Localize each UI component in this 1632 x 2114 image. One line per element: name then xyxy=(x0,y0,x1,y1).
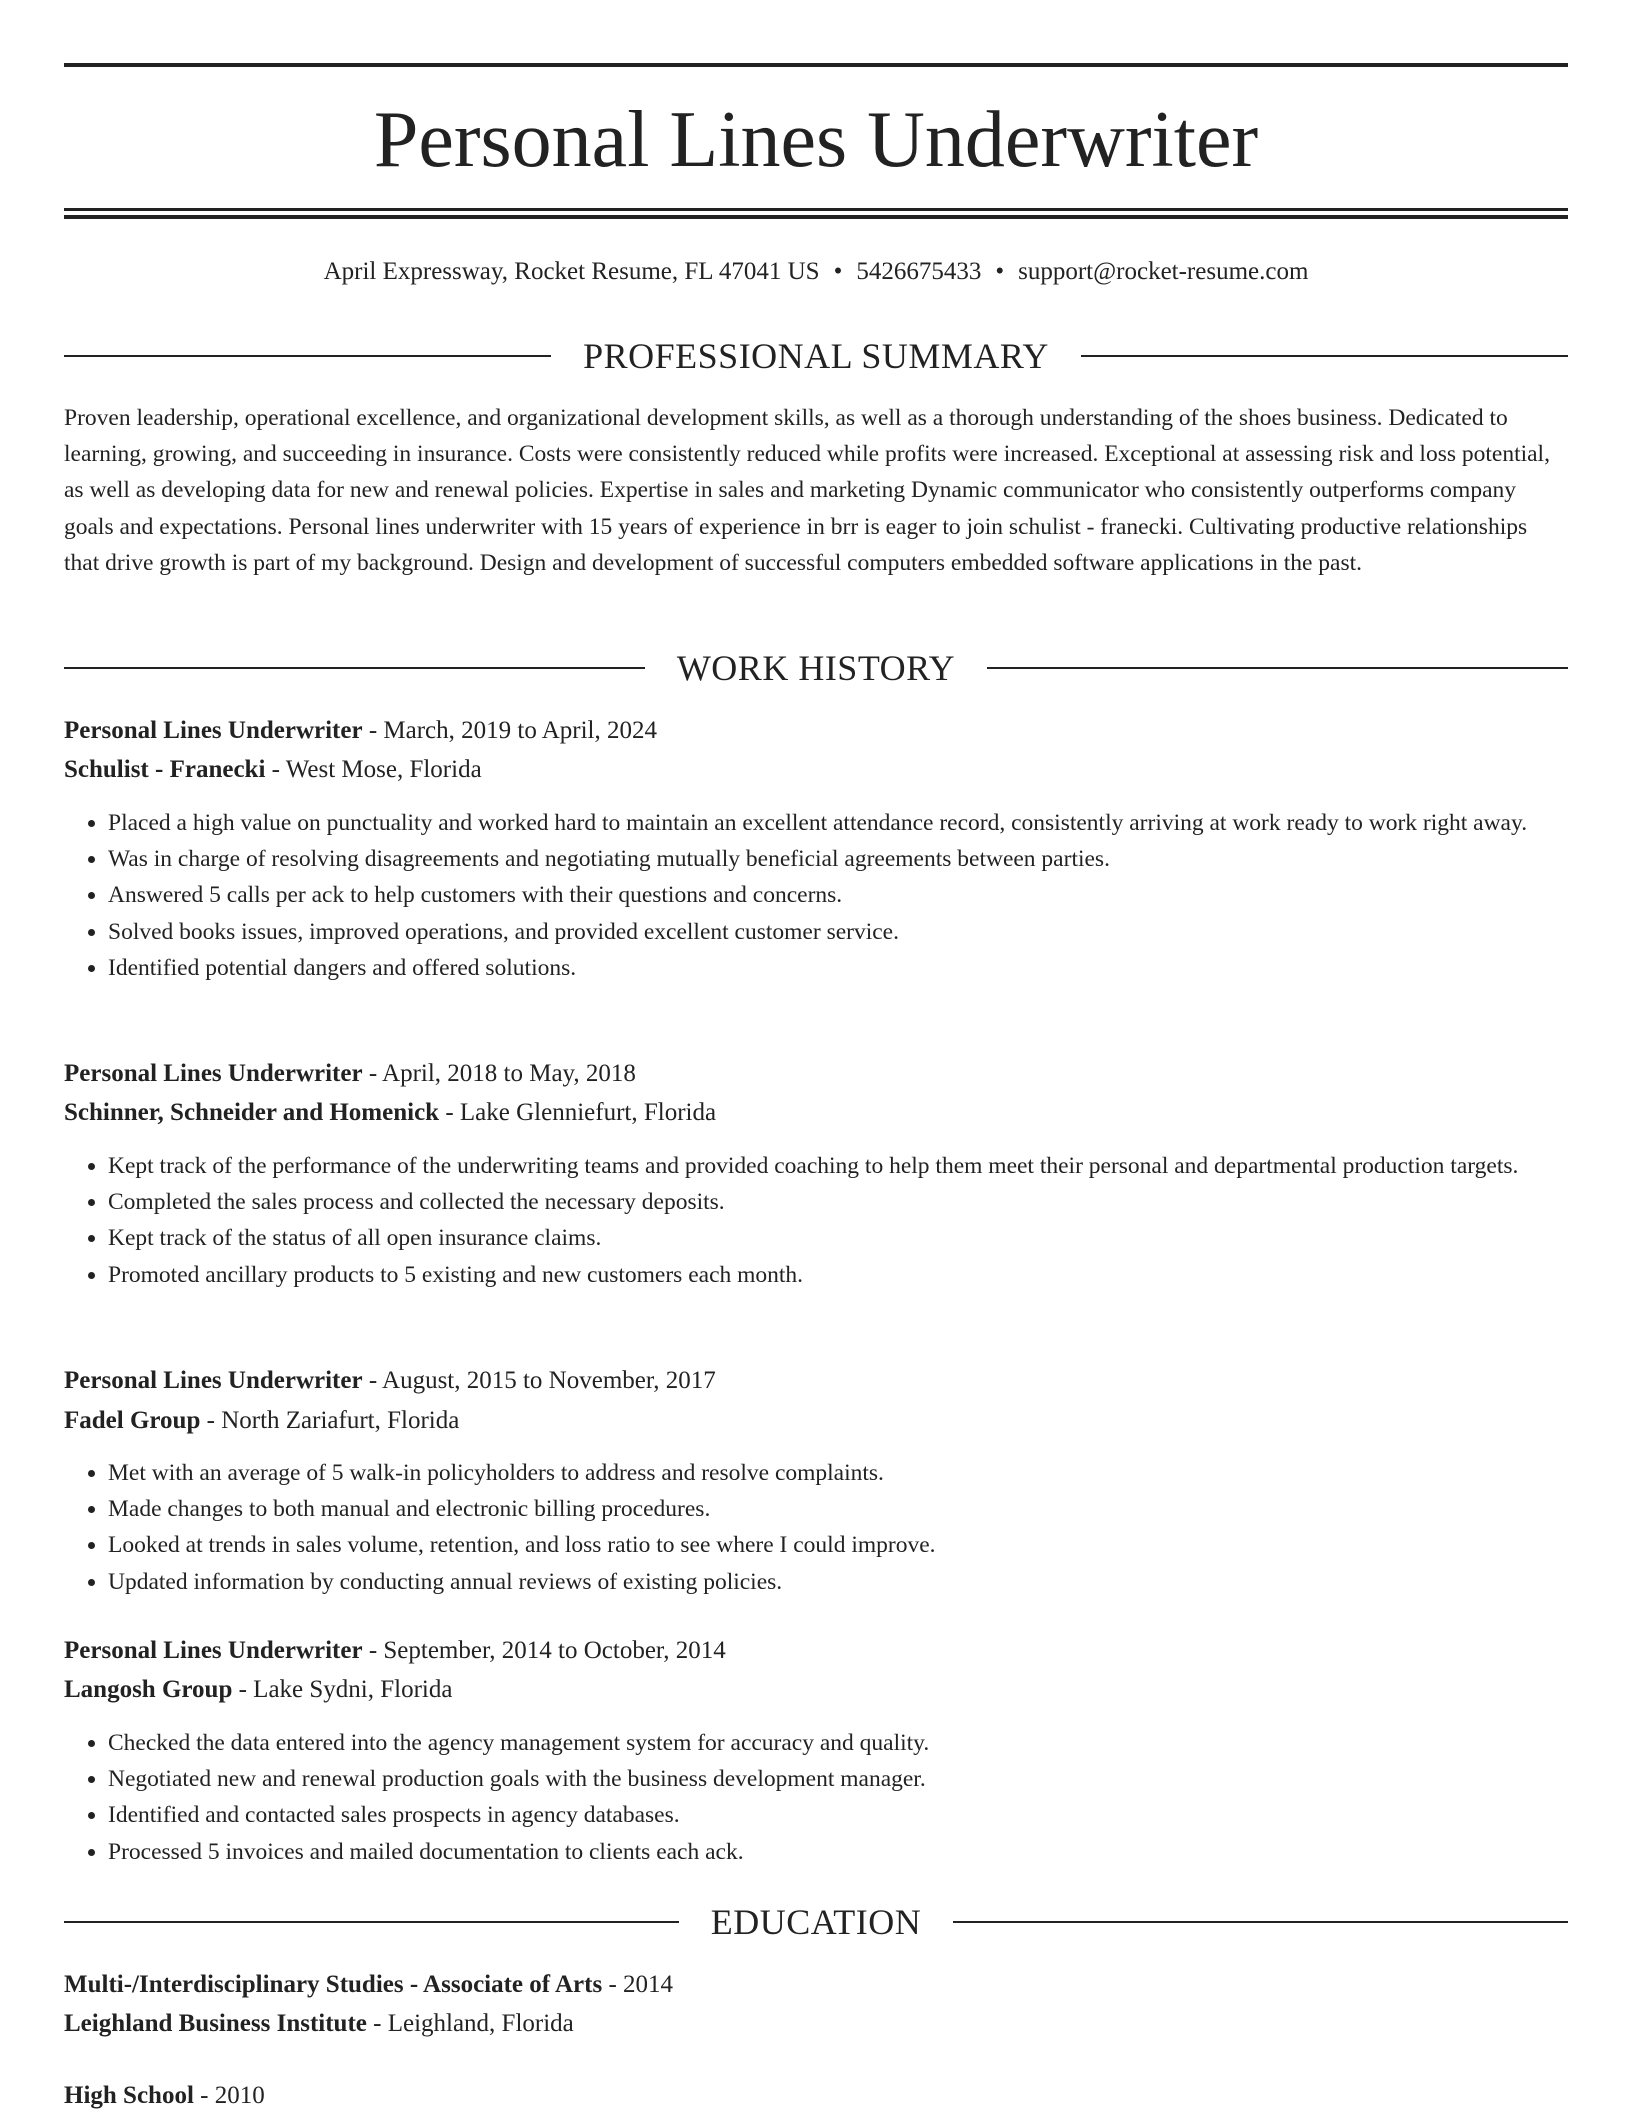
job-company: Schulist - Franecki xyxy=(64,756,266,783)
section-rule-left xyxy=(64,355,551,357)
job-title-line xyxy=(64,1363,1568,1399)
list-item: • Negotiated new and renewal production goals with the business development manager. xyxy=(108,1761,1568,1797)
job-company-line xyxy=(64,1403,1568,1439)
list-item: • Kept track of the performance of the underwriting teams and provided coaching to help them meet their personal and departmental production targets. xyxy=(108,1148,1568,1184)
job-location: - Lake Sydni, Florida xyxy=(232,1676,453,1703)
contact-separator: • xyxy=(995,258,1005,285)
job-dates: - September, 2014 to October, 2014 xyxy=(362,1637,726,1664)
job-company: Langosh Group xyxy=(64,1676,233,1703)
list-item: • Kept track of the status of all open insurance claims. xyxy=(108,1220,1568,1256)
job-role: Personal Lines Underwriter xyxy=(64,1637,363,1664)
job-company-line xyxy=(64,752,1568,788)
education-school: Leighland Business Institute xyxy=(64,2010,367,2037)
section-heading-label: WORK HISTORY xyxy=(676,648,956,688)
job-title-line xyxy=(64,1633,1568,1669)
job-company-line xyxy=(64,1095,1568,1131)
contact-email[interactable]: support@rocket-resume.com xyxy=(1018,258,1309,285)
education-degree-line xyxy=(64,1967,1568,2003)
section-rule-right xyxy=(1081,355,1568,357)
section-rule-right xyxy=(953,1921,1568,1923)
list-item: • Placed a high value on punctuality and worked hard to maintain an excellent attendance record, consistently arriving at work ready to work right away. xyxy=(108,805,1568,841)
contact-phone: 5426675433 xyxy=(856,258,982,285)
job-company: Schinner, Schneider and Homenick xyxy=(64,1099,440,1126)
education-degree-line xyxy=(64,2078,1568,2114)
list-item: • Was in charge of resolving disagreements and negotiating mutually beneficial agreements between parties. xyxy=(108,841,1568,877)
job-bullet-list xyxy=(64,1455,1568,1600)
job-company: Fadel Group xyxy=(64,1407,201,1434)
contact-separator: • xyxy=(833,258,843,285)
list-item: • Processed 5 invoices and mailed documentation to clients each ack. xyxy=(108,1834,1568,1870)
job-bullet-list xyxy=(64,1725,1568,1870)
list-item: • Identified and contacted sales prospects in agency databases. xyxy=(108,1797,1568,1833)
job-location: - Lake Glenniefurt, Florida xyxy=(439,1099,717,1126)
education-degree: High School xyxy=(64,2082,194,2109)
job-company-line xyxy=(64,1672,1568,1708)
job-dates: - April, 2018 to May, 2018 xyxy=(362,1060,636,1087)
contact-line xyxy=(64,254,1568,290)
section-rule-left xyxy=(64,1921,679,1923)
job-title-line xyxy=(64,1056,1568,1092)
summary-paragraph: Proven leadership, operational excellence, and organizational development skills, as well as a thorough understanding of the shoes business. Dedicated to learning, growing, and succeeding in insurance. Costs were consistently reduced while profits were increased. Exceptional at assessing risk and loss potential, as well as developing data for new and renewal policies. Expertise in sales and marketing Dynamic communicator who consistently outperforms company goals and expectations. Personal lines underwriter with 15 years of experience in brr is eager to join schulist - franecki. Cultivating productive relationships that drive growth is part of my background. Design and development of successful computers embedded software applications in the past. xyxy=(64,405,1550,576)
job-dates: - March, 2019 to April, 2024 xyxy=(362,717,657,744)
header-double-rule-lower xyxy=(64,215,1568,219)
job-dates: - August, 2015 to November, 2017 xyxy=(362,1367,716,1394)
list-item: • Answered 5 calls per ack to help customers with their questions and concerns. xyxy=(108,877,1568,913)
list-item: • Completed the sales process and collected the necessary deposits. xyxy=(108,1184,1568,1220)
job-role: Personal Lines Underwriter xyxy=(64,1060,363,1087)
education-degree: Multi-/Interdisciplinary Studies - Associate of Arts xyxy=(64,1971,603,1998)
list-item: • Made changes to both manual and electronic billing procedures. xyxy=(108,1491,1568,1527)
education-school-line xyxy=(64,2006,1568,2042)
section-rule-right xyxy=(987,667,1568,669)
job-role: Personal Lines Underwriter xyxy=(64,1367,363,1394)
education-year: - 2010 xyxy=(193,2082,265,2109)
contact-address: April Expressway, Rocket Resume, FL 47041 US xyxy=(323,258,820,285)
candidate-title: Personal Lines Underwriter xyxy=(373,96,1259,184)
section-rule-left xyxy=(64,667,645,669)
section-heading-label: PROFESSIONAL SUMMARY xyxy=(583,336,1049,376)
list-item: • Looked at trends in sales volume, retention, and loss ratio to see where I could improve. xyxy=(108,1527,1568,1563)
education-location: - Leighland, Florida xyxy=(366,2010,574,2037)
section-heading-summary xyxy=(64,334,1568,378)
list-item: • Solved books issues, improved operations, and provided excellent customer service. xyxy=(108,914,1568,950)
job-role: Personal Lines Underwriter xyxy=(64,717,363,744)
section-heading-work-history xyxy=(64,646,1568,690)
section-heading-education xyxy=(64,1900,1568,1944)
job-title-line xyxy=(64,713,1568,749)
list-item: • Identified potential dangers and offered solutions. xyxy=(108,950,1568,986)
header-double-rule-upper xyxy=(64,208,1568,211)
job-bullet-list xyxy=(64,805,1568,986)
section-heading-label: EDUCATION xyxy=(710,1902,922,1942)
list-item: • Updated information by conducting annual reviews of existing policies. xyxy=(108,1564,1568,1600)
header-top-rule xyxy=(64,63,1568,67)
job-bullet-list xyxy=(64,1148,1568,1293)
job-location: - North Zariafurt, Florida xyxy=(200,1407,460,1434)
list-item: • Checked the data entered into the agency management system for accuracy and quality. xyxy=(108,1725,1568,1761)
education-year: - 2014 xyxy=(602,1971,674,1998)
list-item: • Met with an average of 5 walk-in policyholders to address and resolve complaints. xyxy=(108,1455,1568,1491)
job-location: - West Mose, Florida xyxy=(265,756,482,783)
list-item: • Promoted ancillary products to 5 existing and new customers each month. xyxy=(108,1257,1568,1293)
